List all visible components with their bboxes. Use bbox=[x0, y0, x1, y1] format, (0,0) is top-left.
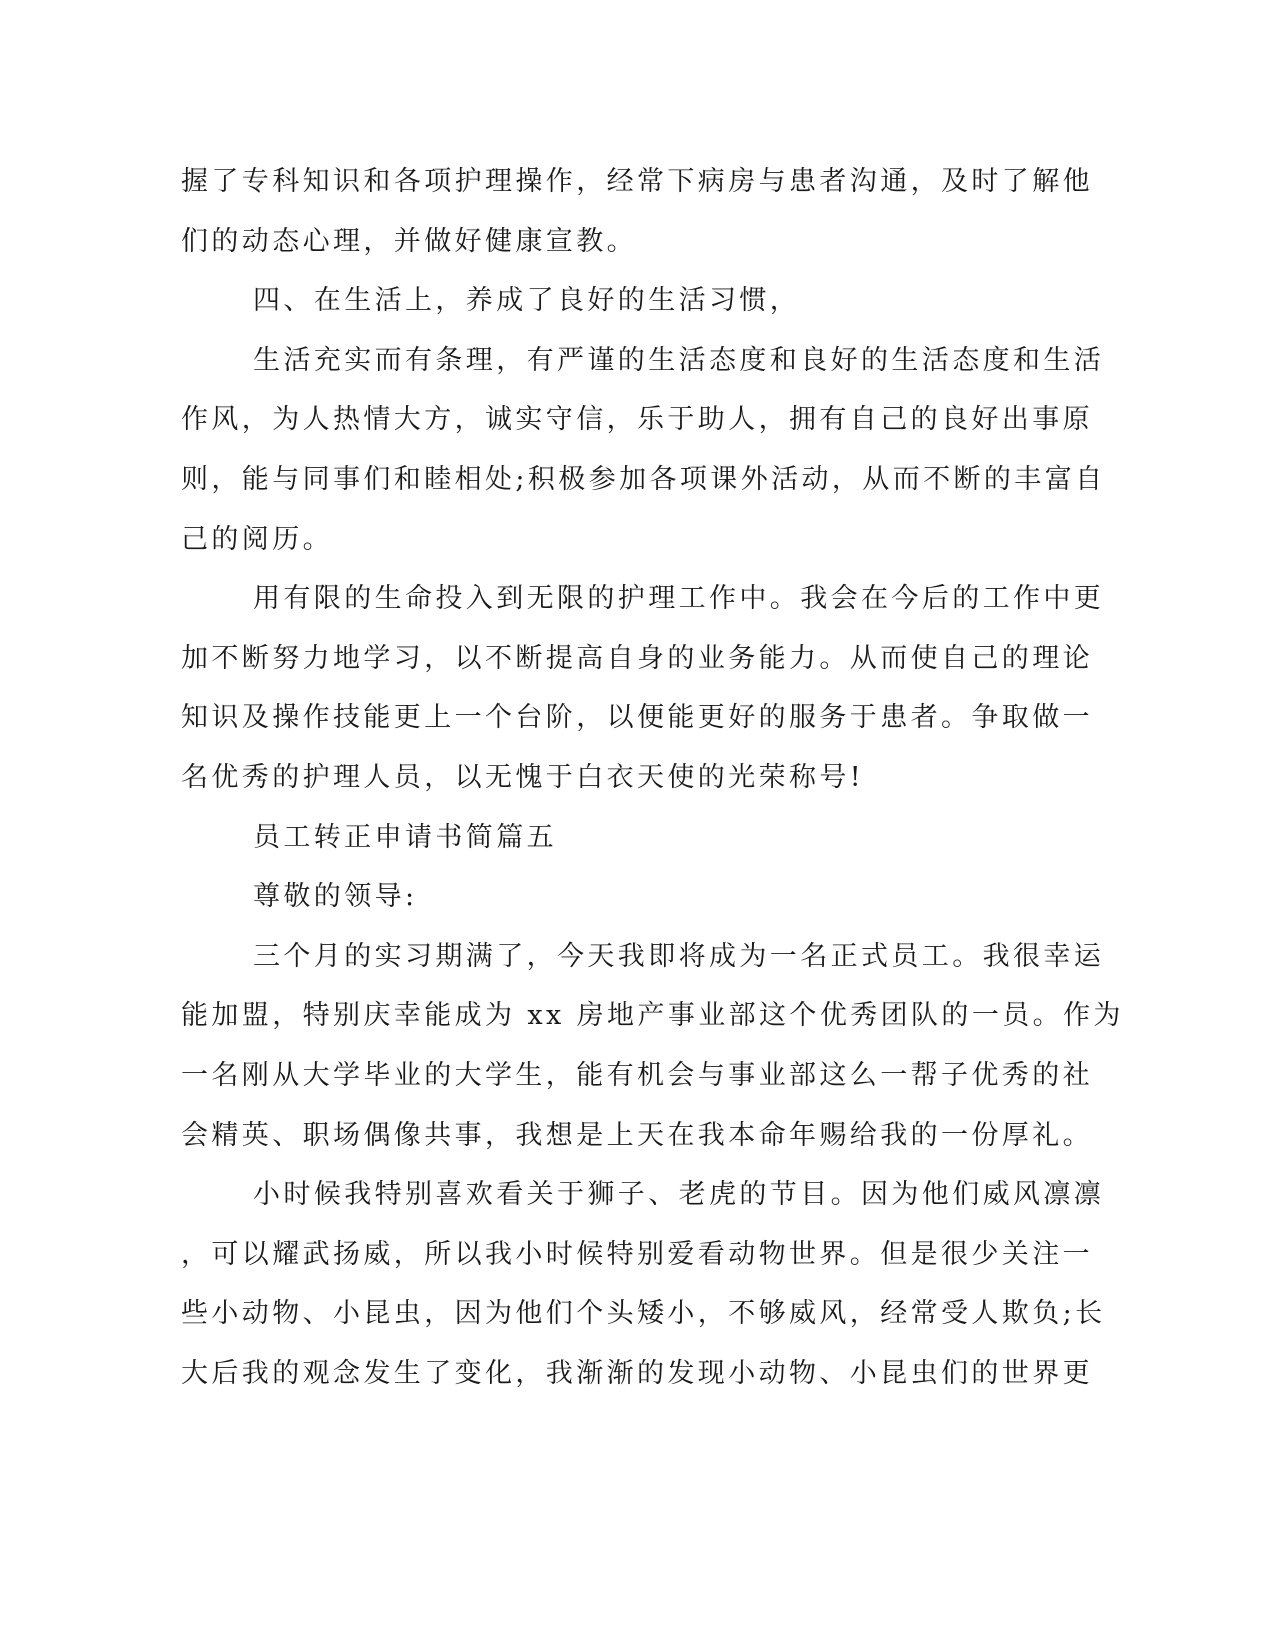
text-line: 己的阅历。 bbox=[181, 523, 333, 555]
text-line: 会精英、职场偶像共事，我想是上天在我本命年赐给我的一份厚礼。 bbox=[181, 1119, 1093, 1151]
document-body bbox=[181, 152, 1124, 1403]
text-line: 作风，为人热情大方，诚实守信，乐于助人，拥有自己的良好出事原 bbox=[181, 404, 1093, 436]
text-line: 用有限的生命投入到无限的护理工作中。我会在今后的工作中更 bbox=[253, 583, 1105, 615]
text-line: 知识及操作技能更上一个台阶，以便能更好的服务于患者。争取做一 bbox=[181, 702, 1093, 734]
text-line: 则，能与同事们和睦相处;积极参加各项课外活动，从而不断的丰富自 bbox=[181, 463, 1106, 495]
text-line: 三个月的实习期满了，今天我即将成为一名正式员工。我很幸运 bbox=[253, 940, 1105, 972]
text-line: ，可以耀武扬威，所以我小时候特别爱看动物世界。但是很少关注一 bbox=[181, 1238, 1093, 1270]
section-heading-4: 四、在生活上，养成了良好的生活习惯， bbox=[253, 285, 801, 317]
text-line: 能加盟，特别庆幸能成为 xx 房地产事业部这个优秀团队的一员。作为 bbox=[181, 1000, 1124, 1032]
text-line: 加不断努力地学习，以不断提高自身的业务能力。从而使自己的理论 bbox=[181, 642, 1093, 674]
text-line: 生活充实而有条理，有严谨的生活态度和良好的生活态度和生活 bbox=[253, 344, 1105, 376]
text-line: 们的动态心理，并做好健康宣教。 bbox=[181, 225, 637, 257]
salutation: 尊敬的领导: bbox=[253, 881, 418, 913]
text-line: 些小动物、小昆虫，因为他们个头矮小，不够威风，经常受人欺负;长 bbox=[181, 1298, 1106, 1330]
text-line: 大后我的观念发生了变化，我渐渐的发现小动物、小昆虫们的世界更 bbox=[181, 1357, 1093, 1389]
article-title: 员工转正申请书简篇五 bbox=[253, 821, 557, 853]
text-line: 名优秀的护理人员，以无愧于白衣天使的光荣称号! bbox=[181, 761, 865, 793]
text-line: 一名刚从大学毕业的大学生，能有机会与事业部这么一帮子优秀的社 bbox=[181, 1059, 1093, 1091]
text-line: 小时候我特别喜欢看关于狮子、老虎的节目。因为他们威风凛凛 bbox=[253, 1179, 1105, 1211]
text-line: 握了专科知识和各项护理操作，经常下病房与患者沟通，及时了解他 bbox=[181, 166, 1093, 197]
